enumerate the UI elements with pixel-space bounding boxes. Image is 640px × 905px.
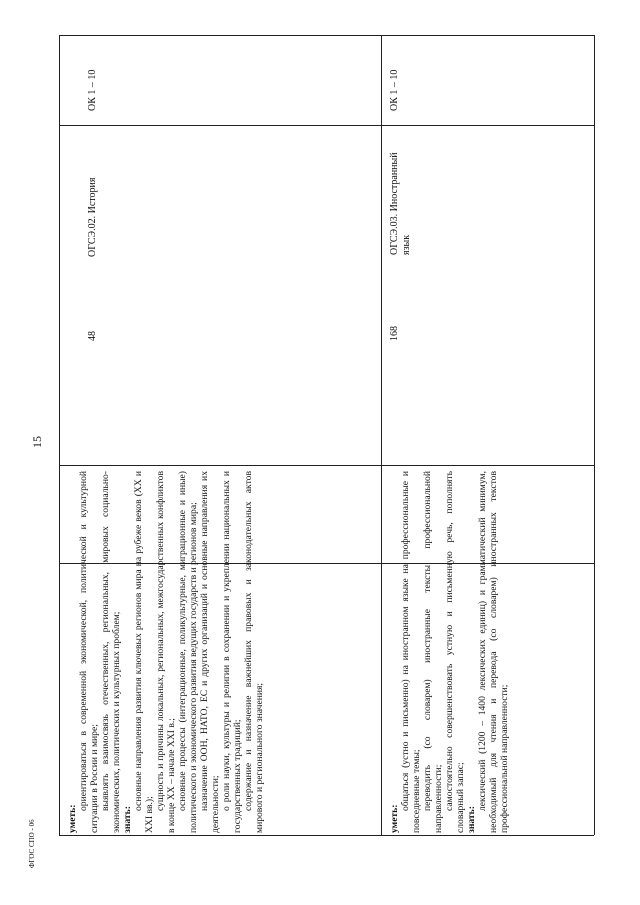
row-divider	[381, 35, 382, 835]
table-row	[389, 471, 589, 833]
discipline-name: ОГСЭ.02. История	[87, 177, 98, 257]
table-border	[59, 835, 594, 836]
knowledge-item: о роли науки, культуры и религии в сохранении и укреплении национальных и государственных традиций;	[221, 471, 243, 833]
page-number: 15	[30, 436, 44, 448]
curriculum-table	[59, 35, 594, 835]
discipline-name-cell	[389, 135, 413, 255]
skill-item: самостоятельно совершенствовать устную и письменную речь, пополнять словарный запас;	[444, 471, 466, 833]
knowledge-item: сущность и причины локальных, региональных, межгосударственных конфликтов в конце XX – начале XXI в.;	[155, 471, 177, 833]
footer-code: ФГОС СПО - 06	[28, 819, 36, 868]
skill-item: ориентироваться в современной экономической, политической и культурной ситуации в России и мире;	[78, 471, 100, 833]
knowledge-item: содержание и назначение важнейших правовых и законодательных актов мирового и регионального значения;	[243, 471, 265, 833]
hours-value: 48	[87, 331, 98, 341]
discipline-name: ОГСЭ.03. Иностранный язык	[389, 152, 412, 255]
table-border	[59, 35, 60, 835]
skill-item: переводить (со словарем) иностранные тексты профессиональной направленности;	[422, 471, 444, 833]
skills-label: уметь:	[67, 804, 78, 833]
skills-label: уметь:	[389, 804, 400, 833]
competencies-code: ОК 1 – 10	[389, 69, 400, 111]
column-divider	[59, 465, 594, 466]
competencies-code: ОК 1 – 10	[87, 69, 98, 111]
knowledge-item: назначение ООН, НАТО, ЕС и других организаций и основные направления их деятельности;	[199, 471, 221, 833]
knowledge-label: знать:	[122, 806, 133, 833]
column-divider	[59, 125, 594, 126]
hours-value: 168	[389, 326, 400, 341]
knowledge-item: основные направления развития ключевых регионов мира на рубеже веков (XX и XXI вв.);	[133, 471, 155, 833]
knowledge-item: лексический (1200 – 1400 лексических единиц) и грамматический минимум, необходимый для чтения и перевода (со словарем) иностранных текстов профессиональной направленности;	[477, 471, 510, 833]
table-row	[67, 471, 379, 833]
knowledge-item: основные процессы (интеграционные, поликультурные, миграционные и иные) политического и экономического развития ведущих государств и регионов мира;	[177, 471, 199, 833]
skill-item: общаться (устно и письменно) на иностранном языке на профессиональные и повседневные темы;	[400, 471, 422, 833]
table-border	[594, 35, 595, 835]
table-border	[59, 35, 594, 36]
knowledge-label: знать:	[466, 806, 477, 833]
skill-item: выявлять взаимосвязь отечественных, региональных, мировых социально-экономических, политических и культурных проблем;	[100, 471, 122, 833]
